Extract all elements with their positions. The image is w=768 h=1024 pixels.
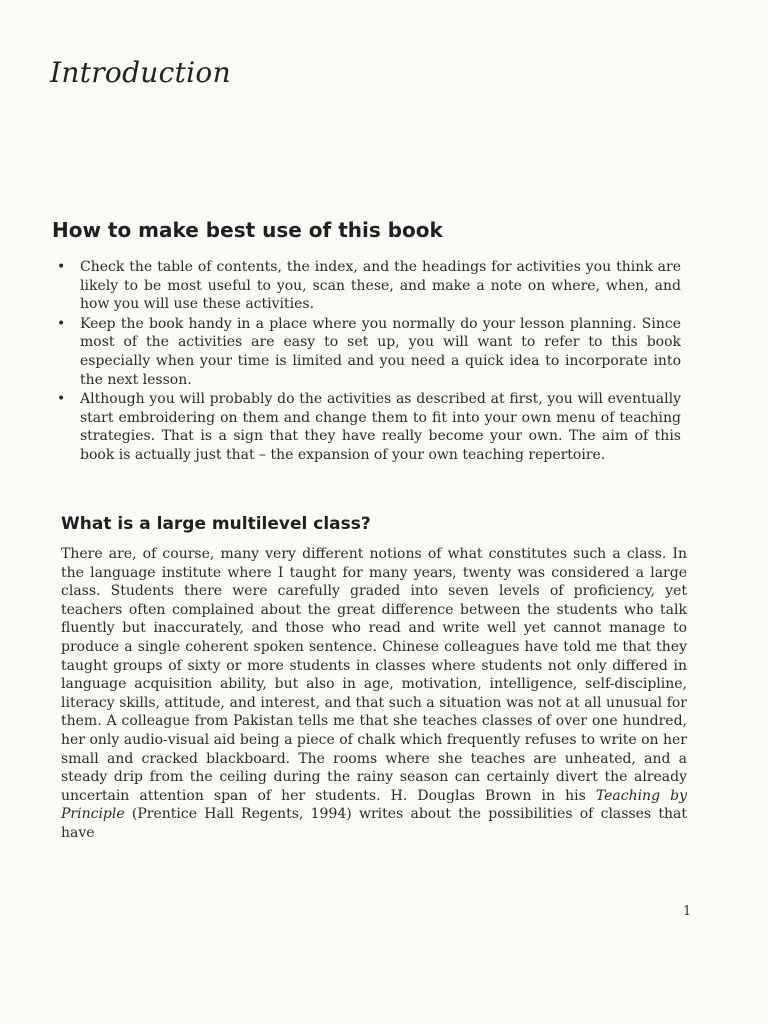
paragraph-text-start: There are, of course, many very different notions of what constitutes such a class. In the language institute where I taught for many years, twenty was considered a large class. Students there were carefully graded into seven levels of proficiency, yet teachers often complained about the great difference between the students who talk fluently but inaccurately, and those who read and write well yet cannot manage to produce a single coherent spoken sentence. Chinese colleagues have told me that they taught groups of sixty or more students in classes where students not only differed in language acquisition ability, but also in age, motivation, intelligence, self-discipline, literacy skills, attitude, and interest, and that such a situation was not at all unusual for them. A colleague from Pakistan tells me that she teaches classes of over one hundred, her only audio-visual aid being a piece of chalk which frequently refuses to write on her small and cracked blackboard. The rooms where she teaches are unheated, and a steady drip from the ceiling during the rainy season can certainly divert the already uncertain attention span of her students. H. Douglas Brown in his: [61, 546, 687, 804]
page-number: 1: [683, 904, 692, 919]
bullet-item: [56, 390, 681, 464]
bullet-item: [56, 315, 681, 389]
section-heading-large-multilevel-class: What is a large multilevel class?: [61, 514, 371, 534]
body-paragraph: [61, 545, 687, 843]
bullet-dot-icon: •: [57, 391, 66, 408]
bullet-text: Although you will probably do the activities as described at first, you will eventually start embroidering on them and change them to fit into your own menu of teaching strategies. That is a sign that they have really become your own. The aim of this book is actually just that – the expansion of your own teaching repertoire.: [80, 391, 681, 463]
bullet-dot-icon: •: [57, 315, 66, 332]
book-title-italic: Teaching by Principle: [61, 787, 687, 823]
section-heading-best-use: How to make best use of this book: [52, 218, 443, 242]
bullet-text: Keep the book handy in a place where you normally do your lesson planning. Since most of the activities are easy to set up, you will want to refer to this book especially when your time is limited and you need a quick idea to incorporate into the next lesson.: [80, 315, 681, 388]
paragraph-text-end: (Prentice Hall Regents, 1994) writes about the possibilities of classes that have: [61, 806, 687, 841]
chapter-title: Introduction: [50, 56, 231, 89]
tips-bullet-list: [56, 258, 681, 466]
bullet-dot-icon: •: [57, 259, 66, 275]
bullet-text: Check the table of contents, the index, and the headings for activities you think are likely to be most useful to you, scan these, and make a note on where, when, and how you will use these activities.: [80, 259, 681, 313]
bullet-item: [56, 258, 681, 314]
